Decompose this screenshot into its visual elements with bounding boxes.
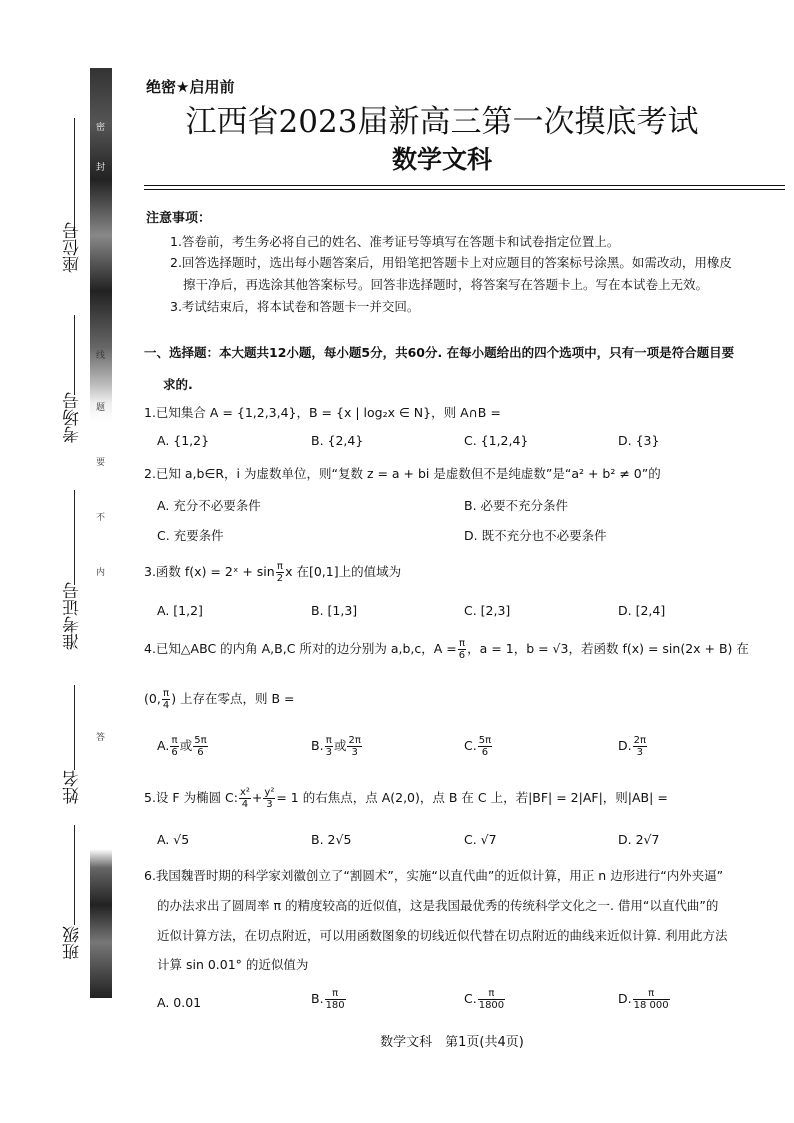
- option-letter: C.: [464, 738, 477, 753]
- fraction: [633, 735, 647, 758]
- notice-heading: 注意事项：: [146, 211, 212, 226]
- question-6-line1: 6.我国魏晋时期的科学家刘徽创立了“割圆术”，实施“以直代曲”的近似计算，用正 n 边形进行“内外夹逼”: [144, 868, 724, 883]
- question-6-line3: 近似计算方法，在切点附近，可以用函数图象的切线近似代替在切点附近的曲线来近似计算. 利用此方法: [157, 928, 728, 943]
- frac-den: 18 000: [633, 1000, 669, 1011]
- q1-option-b: B. {2,4}: [311, 433, 364, 448]
- frac-num: 2π: [348, 735, 361, 746]
- or-word: 或: [333, 738, 347, 753]
- question-6-line4: 计算 sin 0.01° 的近似值为: [157, 957, 309, 972]
- fraction: [347, 735, 361, 758]
- section-heading-cont: 求的.: [163, 377, 193, 392]
- secret-label: 绝密★启用前: [146, 78, 235, 96]
- notice-item: 擦干净后，再选涂其他答案标号。回答非选择题时，将答案写在答题卡上。写在本试卷上无效。: [183, 277, 709, 292]
- strip-mark: 要: [96, 458, 106, 468]
- frac-den: 1800: [478, 1000, 505, 1011]
- exam-title: 江西省2023届新高三第一次摸底考试: [185, 104, 699, 140]
- strip-mark: 不: [96, 513, 106, 523]
- q4-stem-a: 4.已知△ABC 的内角 A,B,C 所对的边分别为 a,b,c，A =: [144, 641, 457, 656]
- class-label: 班级: [63, 926, 83, 960]
- q2-option-c: C. 充要条件: [157, 528, 224, 543]
- q4-option-c: [464, 735, 493, 758]
- plus-sign: +: [251, 790, 263, 805]
- q5-stem-a: 5.设 F 为椭圆 C:: [144, 790, 238, 805]
- q3-fraction: [276, 561, 284, 584]
- q4-line2-a: (0,: [144, 691, 161, 706]
- q4-stem-b: ，a = 1，b = √3，若函数 f(x) = sin(2x + B) 在: [467, 641, 749, 656]
- frac-den: 2: [276, 573, 284, 584]
- question-2-stem: 2.已知 a,b∈R，i 为虚数单位，则“复数 z = a + bi 是虚数但不是纯虚数”是“a² + b² ≠ 0”的: [144, 466, 661, 481]
- name-label: 姓名: [63, 770, 83, 804]
- exam-room-label: 考场号: [63, 392, 83, 443]
- title-rule: [144, 185, 785, 186]
- q3-stem-a: 3.函数 f(x) = 2ˣ + sin: [144, 564, 275, 579]
- option-letter: B.: [311, 738, 324, 753]
- frac-num: x²: [239, 787, 250, 798]
- frac-den: 6: [458, 650, 466, 661]
- fraction: [633, 988, 670, 1011]
- q5-option-c: C. √7: [464, 832, 497, 847]
- frac-num: π: [478, 988, 505, 1000]
- question-1-stem: 1.已知集合 A = {1,2,3,4}，B = {x | log₂x ∈ N}，则 A∩B =: [144, 405, 501, 420]
- frac-den: 3: [351, 747, 358, 758]
- q1-option-d: D. {3}: [618, 433, 660, 448]
- q5-stem-b: = 1 的右焦点，点 A(2,0)，点 B 在 C 上，若|BF| = 2|AF|，则|AB| =: [276, 790, 668, 805]
- q4-fraction: [458, 638, 466, 661]
- q1-option-c: C. {1,2,4}: [464, 433, 529, 448]
- seat-label: 座位号: [63, 222, 83, 273]
- page-footer: 数学文科 第1页(共4页): [380, 1035, 524, 1050]
- option-letter: D.: [618, 991, 632, 1006]
- question-3-stem: [144, 561, 401, 584]
- q4-line2-fraction: [162, 688, 170, 711]
- strip-mark: 内: [96, 568, 106, 578]
- q5-option-d: D. 2√7: [618, 832, 660, 847]
- notice-item: 1.答卷前，考生务必将自己的姓名、准考证号等填写在答题卡和试卷指定位置上。: [170, 234, 620, 249]
- frac-num: π: [276, 561, 283, 572]
- frac-den: 3: [266, 799, 273, 810]
- strip-mark: 密: [96, 123, 106, 133]
- strip-mark: 线: [96, 351, 106, 361]
- q2-option-a: A. 充分不必要条件: [157, 498, 261, 513]
- frac-num: π: [325, 988, 346, 1000]
- frac-num: π: [633, 988, 670, 1000]
- q3-option-c: C. [2,3]: [464, 603, 511, 618]
- frac-num: π: [458, 638, 465, 649]
- strip-mark: 题: [96, 403, 106, 413]
- frac-num: 5π: [194, 735, 207, 746]
- fraction: [478, 988, 505, 1011]
- q5-option-b: B. 2√5: [311, 832, 352, 847]
- frac-den: 3: [636, 747, 643, 758]
- q4-option-b: [311, 735, 363, 758]
- fraction: [170, 735, 178, 758]
- question-5-stem: [144, 787, 668, 810]
- q6-option-a: A. 0.01: [157, 995, 202, 1010]
- fraction: [263, 787, 275, 810]
- q3-option-d: D. [2,4]: [618, 603, 666, 618]
- or-word: 或: [179, 738, 193, 753]
- frac-num: π: [325, 735, 332, 746]
- option-letter: D.: [618, 738, 632, 753]
- fraction: [325, 735, 333, 758]
- side-line: [74, 490, 75, 585]
- fraction: [478, 735, 492, 758]
- side-line: [74, 825, 75, 925]
- frac-den: 4: [241, 799, 249, 810]
- binding-strip: [90, 68, 112, 998]
- q6-option-b: [311, 988, 347, 1011]
- frac-den: 6: [171, 747, 178, 758]
- frac-num: 2π: [633, 735, 646, 746]
- strip-mark: 封: [96, 163, 106, 173]
- frac-den: 6: [481, 747, 489, 758]
- fraction: [239, 787, 251, 810]
- fraction: [193, 735, 207, 758]
- q3-option-a: A. [1,2]: [157, 603, 203, 618]
- notice-item: 3.考试结束后，将本试卷和答题卡一并交回。: [170, 299, 420, 314]
- frac-den: 180: [325, 1000, 345, 1011]
- option-letter: B.: [311, 991, 324, 1006]
- frac-num: y²: [264, 787, 275, 798]
- q6-option-d: [618, 988, 671, 1011]
- question-4-stem: [144, 638, 749, 661]
- q2-option-b: B. 必要不充分条件: [464, 498, 569, 513]
- side-line: [74, 685, 75, 770]
- q5-option-a: A. √5: [157, 832, 190, 847]
- frac-num: π: [162, 688, 170, 699]
- q4-line2-b: ) 上存在零点，则 B =: [171, 691, 295, 706]
- title-rule: [144, 189, 785, 190]
- frac-den: 4: [162, 700, 170, 711]
- side-line: [74, 315, 75, 395]
- q2-option-d: D. 既不充分也不必要条件: [464, 528, 607, 543]
- option-letter: C.: [464, 991, 477, 1006]
- section-heading: 一、选择题：本大题共12小题，每小题5分，共60分. 在每小题给出的四个选项中，只有一项是符合题目要: [144, 345, 735, 360]
- q4-option-a: [157, 735, 209, 758]
- q1-option-a: A. {1,2}: [157, 433, 210, 448]
- exam-subtitle: 数学文科: [391, 145, 492, 174]
- frac-den: 6: [197, 747, 204, 758]
- fraction: [325, 988, 346, 1011]
- q3-option-b: B. [1,3]: [311, 603, 358, 618]
- strip-mark: 答: [96, 733, 106, 743]
- ticket-label: 准考证号: [63, 582, 83, 650]
- frac-num: π: [171, 735, 178, 746]
- notice-item: 2.回答选择题时，选出每小题答案后，用铅笔把答题卡上对应题目的答案标号涂黑。如需改动，用橡皮: [170, 255, 732, 270]
- q4-option-d: [618, 735, 648, 758]
- question-4-stem-line2: [144, 688, 295, 711]
- option-letter: A.: [157, 738, 170, 753]
- q3-stem-b: x 在[0,1]上的值域为: [285, 564, 402, 579]
- question-6-line2: 的办法求出了圆周率 π 的精度较高的近似值，这是我国最优秀的传统科学文化之一. 借用“以直代曲”的: [157, 898, 719, 913]
- q6-option-c: [464, 988, 506, 1011]
- frac-den: 3: [325, 747, 332, 758]
- frac-num: 5π: [478, 735, 492, 746]
